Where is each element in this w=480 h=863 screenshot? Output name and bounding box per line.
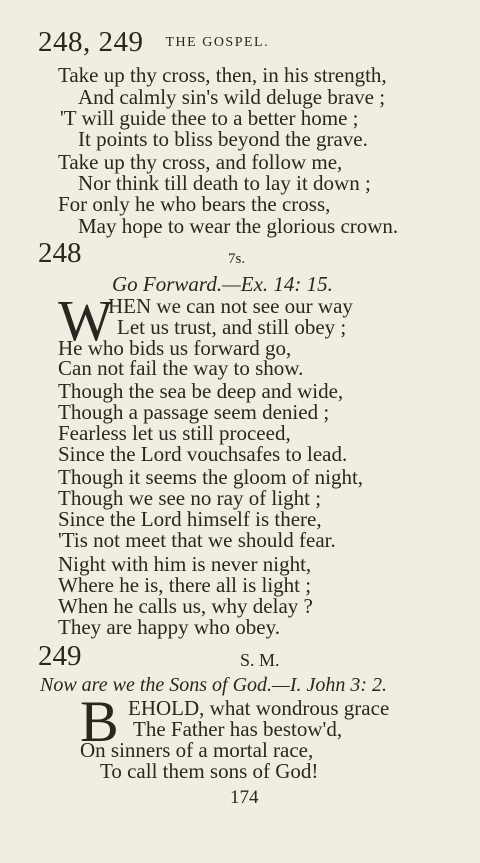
verse-line: Though we see no ray of light ;	[58, 486, 322, 510]
verse-line: Let us trust, and still obey ;	[117, 315, 347, 339]
verse-line: Since the Lord vouchsafes to lead.	[58, 442, 348, 466]
page-number: 174	[230, 787, 259, 808]
hymn-subtitle: Go Forward.—Ex. 14: 15.	[112, 272, 333, 296]
verse-line: Take up thy cross, then, in his strength,	[58, 63, 387, 87]
verse-line: The Father has bestow'd,	[133, 717, 343, 741]
drop-cap: W	[58, 288, 113, 353]
verse-line: For only he who bears the cross,	[58, 192, 331, 216]
verse-line: Fearless let us still proceed,	[58, 421, 291, 445]
hymn-meter: S. M.	[240, 650, 280, 670]
verse-line: Night with him is never night,	[58, 552, 312, 576]
hymn-number: 248	[38, 237, 82, 269]
verse-line: Though the sea be deep and wide,	[58, 379, 344, 403]
verse-line: It points to bliss beyond the grave.	[78, 127, 368, 151]
header-hymn-numbers: 248, 249	[38, 26, 144, 58]
hymn-number: 249	[38, 640, 82, 672]
verse-line: 'Tis not meet that we should fear.	[58, 528, 336, 552]
hymn-subtitle: Now are we the Sons of God.—I. John 3: 2.	[40, 674, 388, 696]
verse-line: Where he is, there all is light ;	[58, 573, 312, 597]
header-title: THE GOSPEL.	[165, 35, 270, 50]
verse-line: Since the Lord himself is there,	[58, 507, 322, 531]
verse-line: EHOLD, what wondrous grace	[128, 696, 390, 720]
hymn-meter: 7s.	[228, 251, 246, 267]
verse-line: Take up thy cross, and follow me,	[58, 150, 343, 174]
verse-line: 'T will guide thee to a better home ;	[60, 106, 359, 130]
verse-line: May hope to wear the glorious crown.	[78, 214, 399, 238]
drop-cap: B	[80, 689, 119, 754]
verse-line: Though it seems the gloom of night,	[58, 465, 364, 489]
verse-line: Can not fail the way to show.	[58, 356, 304, 380]
verse-line: Though a passage seem denied ;	[58, 400, 330, 424]
verse-line: And calmly sin's wild deluge brave ;	[78, 85, 386, 109]
verse-line: When he calls us, why delay ?	[58, 594, 313, 618]
verse-line: To call them sons of God!	[100, 759, 319, 783]
verse-line: Nor think till death to lay it down ;	[78, 171, 371, 195]
verse-line: They are happy who obey.	[58, 615, 280, 639]
verse-line: HEN we can not see our way	[108, 294, 353, 318]
verse-line: On sinners of a mortal race,	[80, 738, 314, 762]
verse-line: He who bids us forward go,	[58, 336, 292, 360]
running-header	[38, 26, 269, 59]
